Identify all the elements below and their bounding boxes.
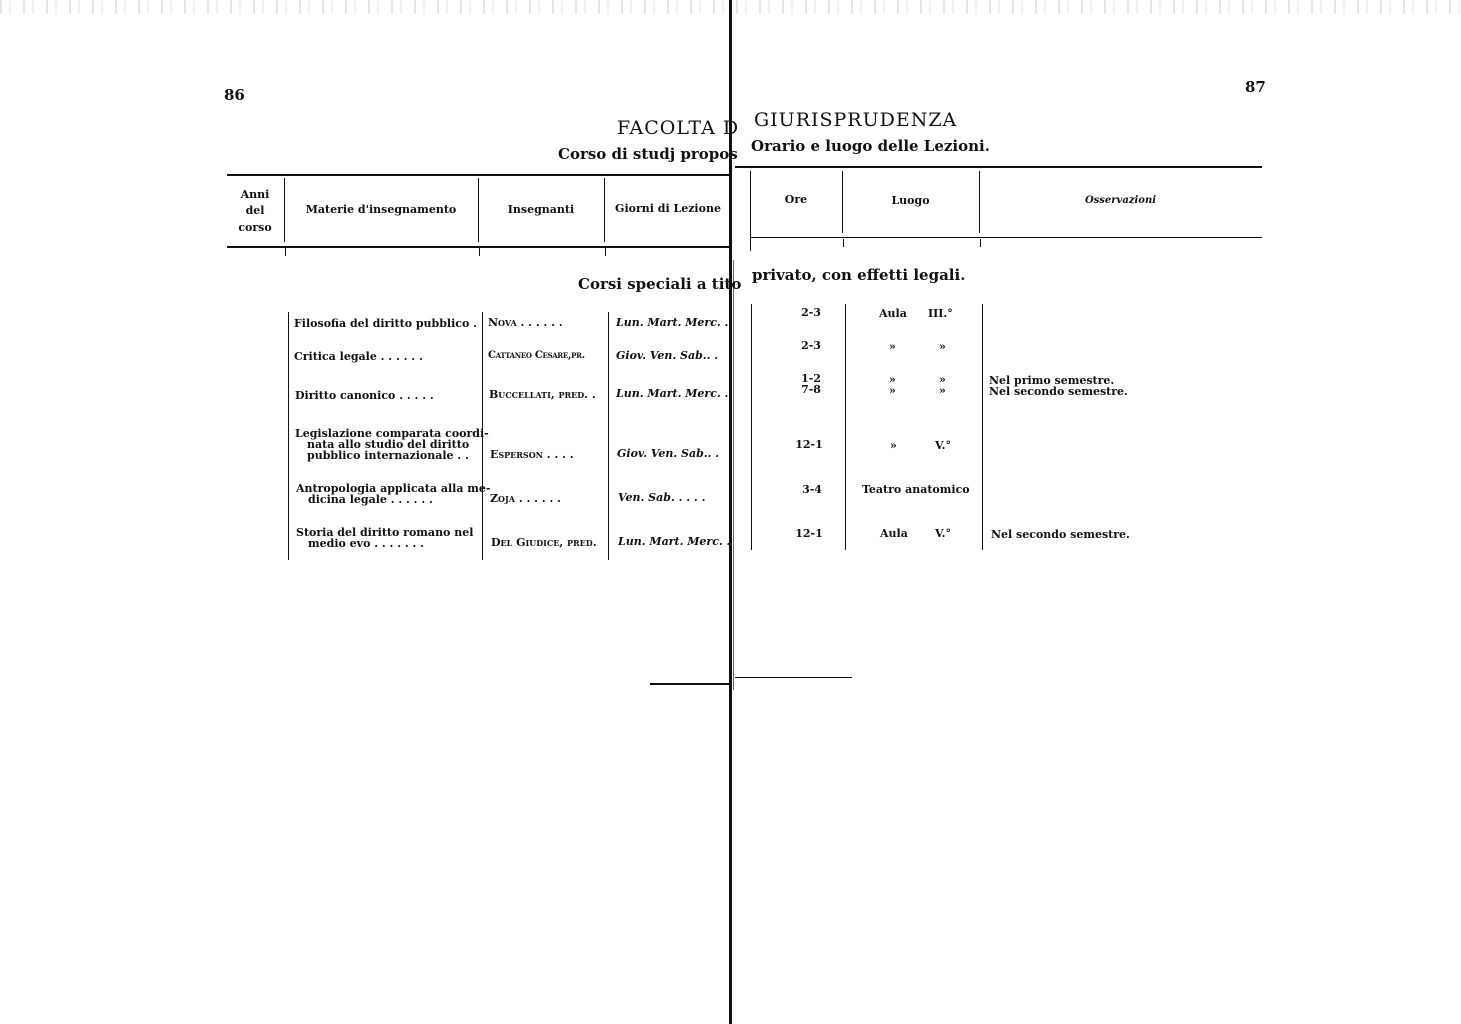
ore-row6: 12-1 [795, 527, 823, 540]
materia-row3: Diritto canonico . . . . . [295, 389, 434, 402]
materia-row5-line2: dicina legale . . . . . . [308, 493, 433, 506]
left-title-fragment: FACOLTA D [617, 117, 740, 139]
luogo-a-row6: Aula [880, 527, 908, 540]
header-del: del [245, 204, 265, 217]
giorni-row3: Lun. Mart. Merc. . [616, 387, 729, 400]
left-page-number: 86 [224, 86, 245, 104]
materia-row4-line3: pubblico internazionale . . [307, 449, 469, 462]
osservazioni-row6: Nel secondo semestre. [991, 528, 1130, 541]
giorni-row4: Giov. Ven. Sab.. . [617, 447, 720, 460]
ore-row1: 2-3 [801, 306, 821, 319]
giorni-row2: Giov. Ven. Sab.. . [616, 349, 719, 362]
insegnante-row5: Zoja . . . . . . [490, 492, 561, 505]
luogo-b-row3-line1: » [939, 373, 946, 386]
right-section-fragment: privato, con effetti legali. [752, 266, 966, 284]
left-body-rule-3 [608, 312, 609, 560]
tick [843, 239, 844, 247]
luogo-b-row6: V.° [935, 527, 951, 540]
luogo-b-row2: » [939, 340, 946, 353]
right-body-rule-0 [751, 304, 752, 550]
left-header-divider-1 [284, 178, 285, 242]
giorni-row6: Lun. Mart. Merc. . [618, 535, 731, 548]
left-body-rule-1 [288, 312, 289, 560]
right-body-rule-1 [845, 304, 846, 550]
luogo-a-row5: Teatro anatomico [862, 483, 970, 496]
osservazioni-row3-line1: Nel primo semestre. [989, 374, 1115, 387]
insegnante-row4: Esperson . . . . [490, 448, 574, 461]
right-header-top-rule [735, 166, 1262, 168]
header-materie: Materie d'insegnamento [305, 203, 457, 216]
right-page-number: 87 [1245, 78, 1266, 96]
luogo-a-row4: » [890, 439, 897, 452]
osservazioni-row3-line2: Nel secondo semestre. [989, 385, 1128, 398]
materia-row4-line2: nata allo studio del diritto [307, 438, 470, 451]
right-bottom-rule [735, 677, 852, 678]
header-ore: Ore [784, 193, 808, 206]
binding-gutter-shadow [733, 260, 734, 690]
header-giorni: Giorni di Lezione [615, 202, 721, 215]
tick [605, 248, 606, 256]
materia-row6-line2: medio evo . . . . . . . [308, 537, 425, 550]
ore-row2: 2-3 [801, 339, 821, 352]
ore-row5: 3-4 [802, 483, 822, 496]
insegnante-row6: Del Giudice, pred. [491, 536, 597, 549]
left-subtitle-fragment: Corso di studj propos [558, 145, 738, 163]
right-header-divider-0 [750, 171, 751, 251]
header-insegnanti: Insegnanti [507, 203, 575, 216]
header-corso: corso [238, 221, 272, 234]
right-subtitle-fragment: Orario e luogo delle Lezioni. [751, 137, 990, 155]
ore-row4: 12-1 [795, 438, 823, 451]
left-section-fragment: Corsi speciali a tito [578, 275, 742, 293]
luogo-b-row1: III.° [928, 307, 953, 320]
giorni-row5: Ven. Sab. . . . . [618, 491, 706, 504]
materia-row6-line1: Storia del diritto romano nel [296, 526, 474, 539]
tick [479, 248, 480, 256]
left-header-divider-2 [478, 178, 479, 242]
ore-row3-line2: 7-8 [801, 383, 821, 396]
ore-row3-line1: 1-2 [801, 372, 821, 385]
luogo-b-row4: V.° [935, 439, 951, 452]
left-header-top-rule [227, 174, 730, 176]
header-anni: Anni [240, 188, 270, 201]
materia-row1: Filosofia del diritto pubblico . [294, 317, 477, 330]
tick [980, 239, 981, 247]
right-header-bottom-rule [750, 237, 1262, 238]
tick [285, 248, 286, 256]
materia-row5-line1: Antropologia applicata alla me- [296, 482, 491, 495]
luogo-a-row3-line2: » [889, 384, 896, 397]
right-header-divider-2 [979, 171, 980, 233]
luogo-a-row3-line1: » [889, 373, 896, 386]
insegnante-row2: Cattaneo Cesare,pr. [488, 350, 585, 361]
left-bottom-rule [650, 683, 730, 685]
insegnante-row1: Nova . . . . . . [488, 316, 563, 329]
insegnante-row3: Buccellati, pred. . [489, 388, 596, 401]
header-luogo: Luogo [891, 194, 930, 207]
luogo-b-row3-line2: » [939, 384, 946, 397]
right-body-rule-2 [982, 304, 983, 550]
luogo-a-row2: » [889, 340, 896, 353]
materia-row2: Critica legale . . . . . . [294, 350, 423, 363]
materia-row4-line1: Legislazione comparata coordi- [295, 427, 489, 440]
left-header-divider-3 [604, 178, 605, 242]
right-header-divider-1 [842, 171, 843, 233]
giorni-row1: Lun. Mart. Merc. . [616, 316, 729, 329]
luogo-a-row1: Aula [879, 307, 907, 320]
header-osservazioni: Osservazioni [1084, 195, 1157, 206]
right-title-fragment: GIURISPRUDENZA [754, 109, 958, 131]
